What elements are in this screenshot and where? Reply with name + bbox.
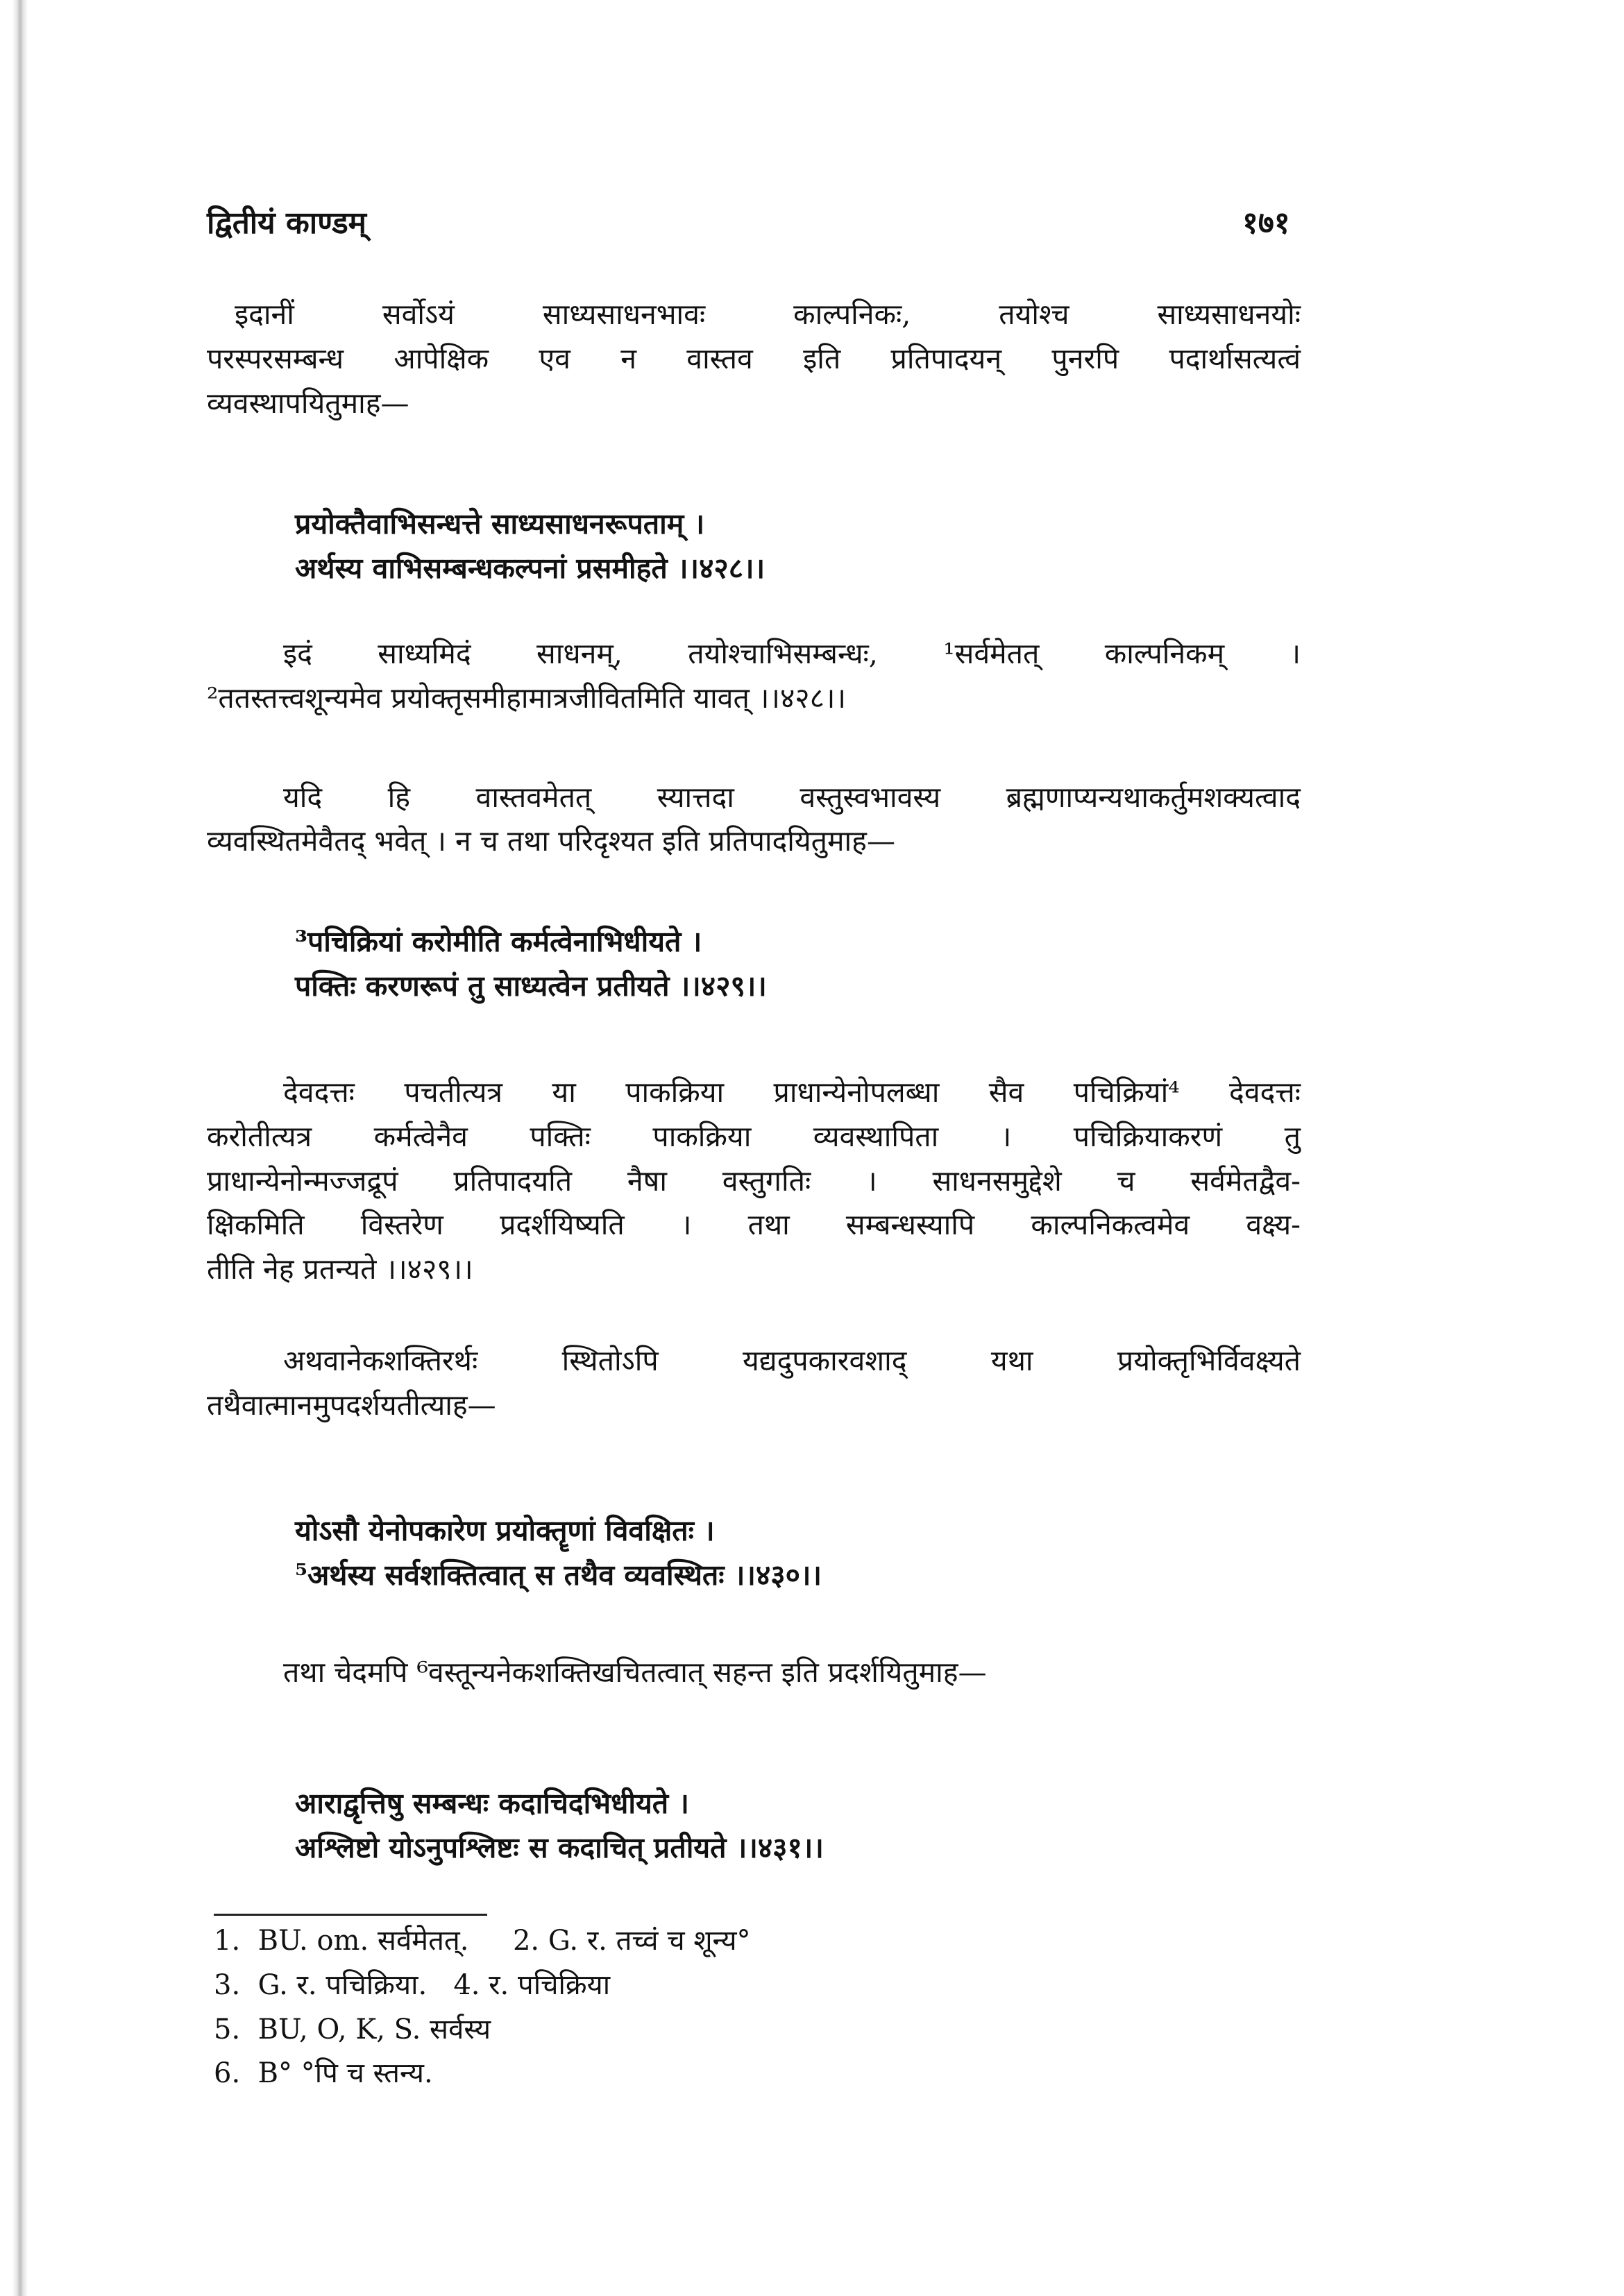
verse-line: ³पचिक्रियां करोमीति कर्मत्वेनाभिधीयते । xyxy=(295,925,702,958)
text-line: तथैवात्मानमुपदर्शयतीत्याह— xyxy=(207,1388,496,1422)
text-line: प्राधान्येनोन्मज्जद्रूपं प्रतिपादयति नैषा वस्तुगतिः । साधनसमुद्देशे च सर्वमेतद्वैव- xyxy=(207,1164,1301,1198)
text-line: यदि हि वास्तवमेतत् स्यात्तदा वस्तुस्वभावस्य ब्रह्मणाप्यन्यथाकर्तुमशक्यत्वाद xyxy=(283,781,1301,814)
verse-line: आराद्वृत्तिषु सम्बन्धः कदाचिदभिधीयते । xyxy=(295,1787,689,1820)
footnote: 5. BU, O, K, S. सर्वस्य xyxy=(214,2014,491,2046)
text-line: क्षिकमिति विस्तरेण प्रदर्शयिष्यति । तथा सम्बन्धस्यापि काल्पनिकत्वमेव वक्ष्य- xyxy=(207,1208,1301,1241)
footnote: 6. B° °पि च स्तन्य. xyxy=(214,2057,433,2089)
footnote: 3. G. र. पचिक्रिया. 4. र. पचिक्रिया xyxy=(214,1969,611,2001)
text-line: इदानीं सर्वोऽयं साध्यसाधनभावः काल्पनिकः, तयोश्च साध्यसाधनयोः xyxy=(235,298,1301,331)
text-line: इदं साध्यमिदं साधनम्, तयोश्चाभिसम्बन्धः, ¹सर्वमेतत् काल्पनिकम् । xyxy=(283,637,1301,670)
text-line: ²ततस्तत्त्वशून्यमेव प्रयोक्तृसमीहामात्रजीवितमिति यावत् ।।४२८।। xyxy=(207,681,847,715)
running-header-title: द्वितीयं काण्डम् xyxy=(207,205,366,241)
text-line: देवदत्तः पचतीत्यत्र या पाकक्रिया प्राधान्येनोपलब्धा सैव पचिक्रियां⁴ देवदत्तः xyxy=(283,1075,1301,1109)
footnote: 1. BU. om. सर्वमेतत्. 2. G. र. तच्वं च शून्य° xyxy=(214,1925,751,1957)
verse-line: अश्लिष्टो योऽनुपश्लिष्टः स कदाचित् प्रतीयते ।।४३१।। xyxy=(295,1831,824,1864)
scan-shadow-edge xyxy=(12,0,28,2296)
footnote-divider xyxy=(214,1914,487,1916)
verse-line: अर्थस्य वाभिसम्बन्धकल्पनां प्रसमीहते ।।४२८।। xyxy=(295,552,766,585)
text-line: करोतीत्यत्र कर्मत्वेनैव पक्तिः पाकक्रिया व्यवस्थापिता । पचिक्रियाकरणं तु xyxy=(207,1120,1301,1153)
verse-line: ⁵अर्थस्य सर्वशक्तित्वात् स तथैव व्यवस्थितः ।।४३०।। xyxy=(295,1558,822,1592)
text-line: तथा चेदमपि ⁶वस्तून्यनेकशक्तिखचितत्वात् सहन्त इति प्रदर्शयितुमाह— xyxy=(283,1656,987,1689)
text-line: व्यवस्थितमेवैतद् भवेत् । न च तथा परिदृश्यत इति प्रतिपादयितुमाह— xyxy=(207,824,895,858)
page-number: १७१ xyxy=(1242,205,1290,241)
verse-line: योऽसौ येनोपकारेण प्रयोक्तॄणां विवक्षितः । xyxy=(295,1514,715,1547)
text-line: परस्परसम्बन्ध आपेक्षिक एव न वास्तव इति प्रतिपादयन् पुनरपि पदार्थासत्यत्वं xyxy=(207,342,1301,375)
text-line: व्यवस्थापयितुमाह— xyxy=(207,386,409,420)
verse-line: पक्तिः करणरूपं तु साध्यत्वेन प्रतीयते ।।४२९।। xyxy=(295,969,767,1003)
text-line: तीति नेह प्रतन्यते ।।४२९।। xyxy=(207,1252,473,1286)
text-line: अथवानेकशक्तिरर्थः स्थितोऽपि यद्यदुपकारवशाद् यथा प्रयोक्तृभिर्विवक्ष्यते xyxy=(283,1344,1301,1377)
verse-line: प्रयोक्तैवाभिसन्धत्ते साध्यसाधनरूपताम् । xyxy=(295,507,705,541)
